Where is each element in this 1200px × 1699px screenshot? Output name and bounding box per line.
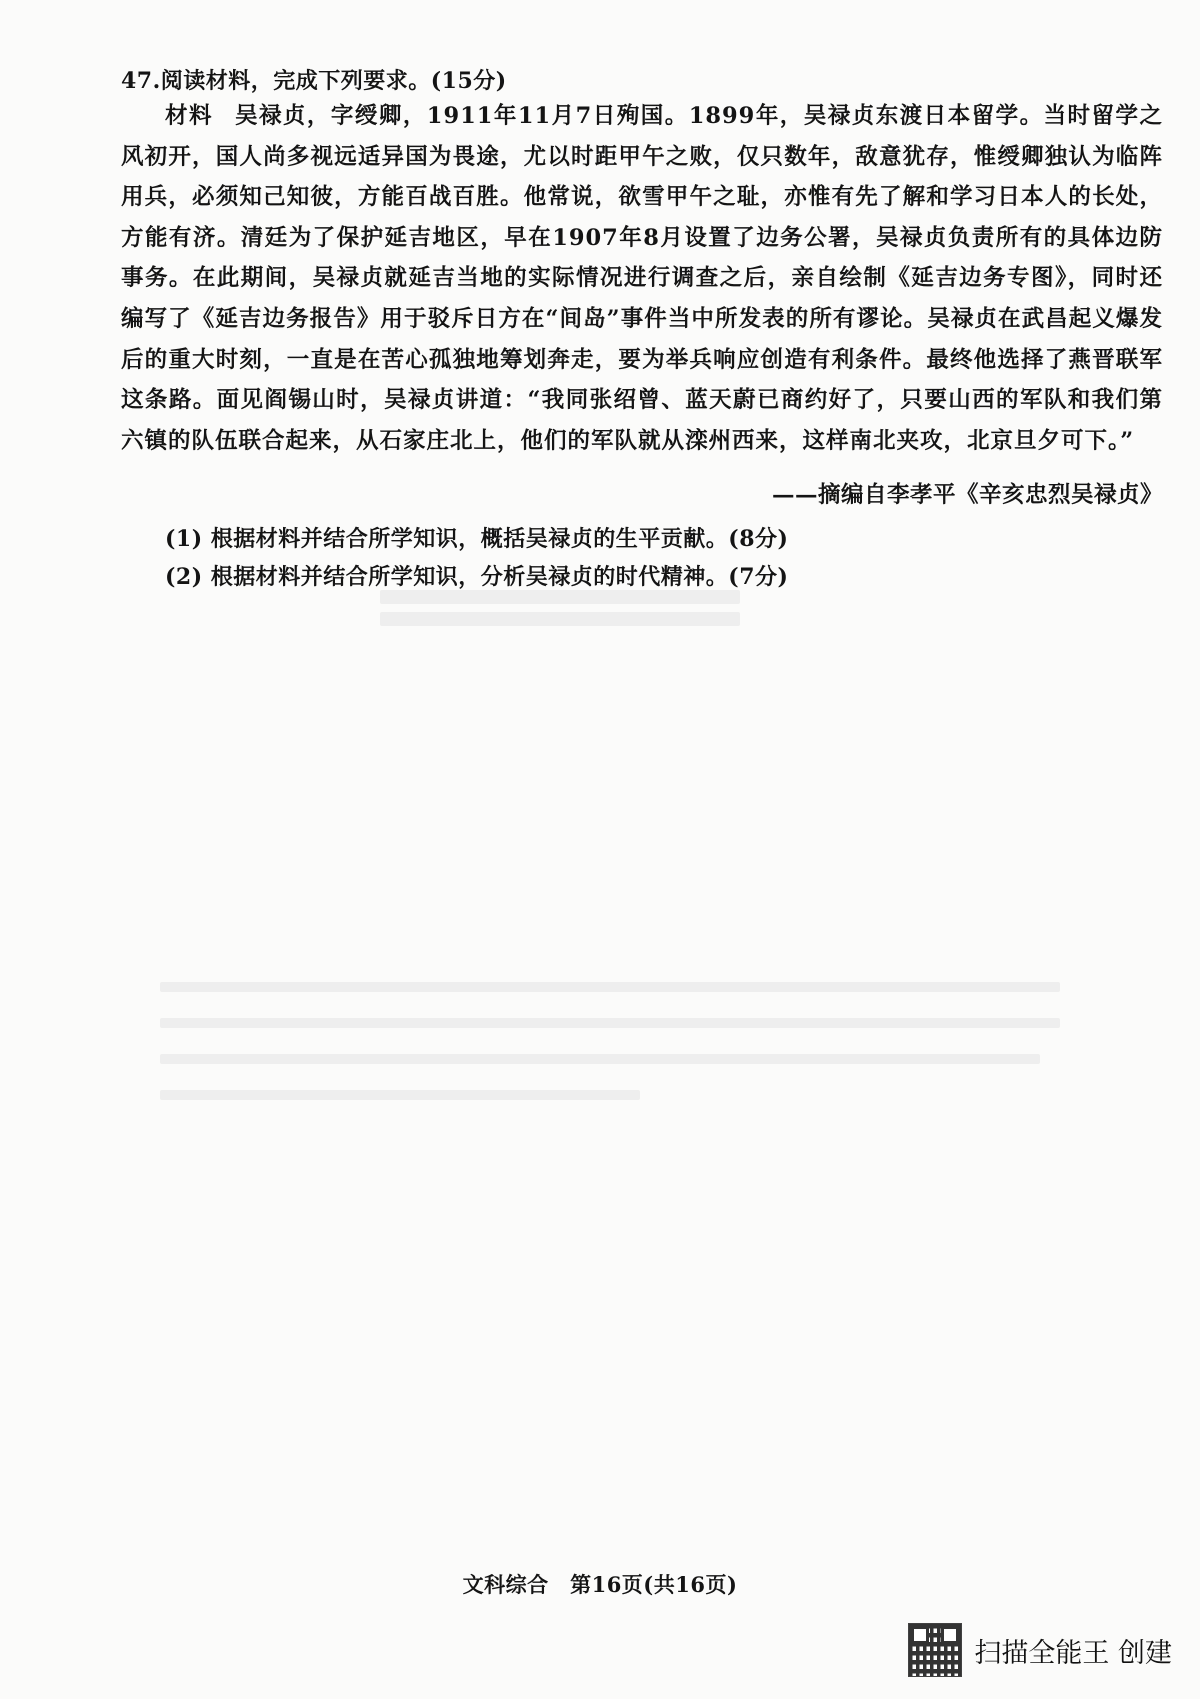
bleed-through (380, 590, 740, 604)
material-paragraph (121, 96, 1163, 461)
bleed-through (160, 1090, 640, 1100)
question-title: 47.阅读材料，完成下列要求。(15分) (121, 68, 507, 94)
qr-code-icon (908, 1623, 962, 1677)
bleed-through (160, 1054, 1040, 1064)
sub-question-2: (2) 根据材料并结合所学知识，分析吴禄贞的时代精神。(7分) (165, 564, 789, 590)
scanner-watermark (908, 1623, 1172, 1677)
bleed-through (160, 982, 1060, 992)
source-citation: ——摘编自李孝平《辛亥忠烈吴禄贞》 (771, 482, 1163, 508)
sub-question-1: (1) 根据材料并结合所学知识，概括吴禄贞的生平贡献。(8分) (165, 526, 789, 552)
material-label: 材料 (165, 103, 213, 129)
watermark-text: 扫描全能王 创建 (974, 1637, 1172, 1669)
material-text: 吴禄贞，字绶卿，1911年11月7日殉国。1899年，吴禄贞东渡日本留学。当时留学之风初开，国人尚多视远适异国为畏途，尤以时距甲午之败，仅只数年，敌意犹存，惟绶卿独认为临阵用兵，必须知己知彼，方能百战百胜。他常说，欲雪甲午之耻，亦惟有先了解和学习日本人的长处，方能有济。清廷为了保护延吉地区，早在1907年8月设置了边务公署，吴禄贞负责所有的具体边防事务。在此期间，吴禄贞就延吉当地的实际情况进行调查之后，亲自绘制《延吉边务专图》，同时还编写了《延吉边务报告》用于驳斥日方在“间岛”事件当中所发表的所有谬论。吴禄贞在武昌起义爆发后的重大时刻，一直是在苦心孤独地筹划奔走，要为举兵响应创造有利条件。最终他选择了燕晋联军这条路。面见阎锡山时，吴禄贞讲道：“我同张绍曾、蓝天蔚已商约好了，只要山西的军队和我们第六镇的队伍联合起来，从石家庄北上，他们的军队就从滦州西来，这样南北夹攻，北京旦夕可下。” (121, 103, 1163, 454)
page-footer: 文科综合 第16页(共16页) (462, 1572, 738, 1597)
bleed-through (380, 612, 740, 626)
bleed-through (160, 1018, 1060, 1028)
